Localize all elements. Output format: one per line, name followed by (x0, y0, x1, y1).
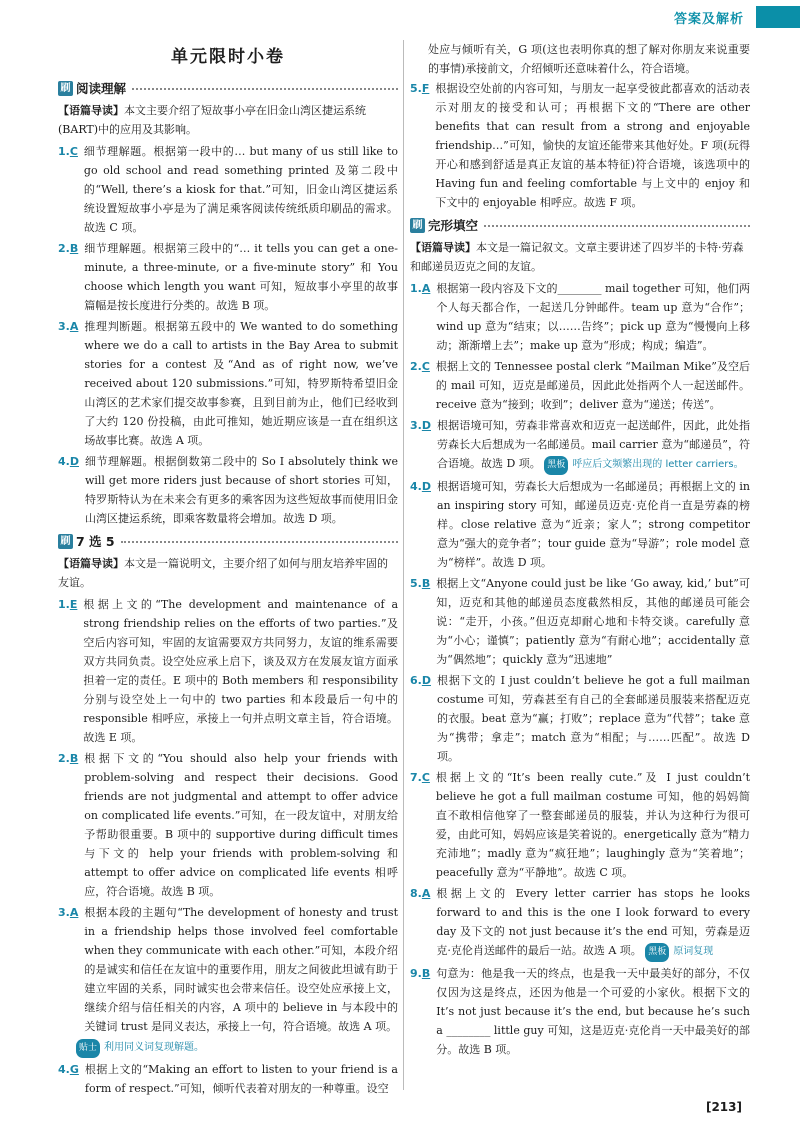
question-number: 4.D (410, 480, 431, 493)
question-number: 1.E (58, 598, 78, 611)
question-number: 3.A (58, 906, 79, 919)
explanation: 根据上文的“Making an effort to listen to your friend is a form of respect.”可知，倾听代表着对朋友的一种尊重。设空 (84, 1063, 398, 1095)
explanation: 细节理解题。根据第一段中的… but many of us still like to go old school and read something printed 及第二段中的“Well, there’s a kiosk for that.”可知，旧金山湾区捷运系统设置短故事小亭是为了满足乘客阅读传统纸质印刷品的需求。故选 C 项。 (83, 145, 398, 234)
answer-letter: D (421, 419, 431, 432)
brush-icon: 刷 (58, 534, 73, 549)
answer-letter: G (69, 1063, 79, 1076)
question-number: 3.A (58, 320, 79, 333)
answer-item (410, 964, 750, 1059)
reading-guide (58, 101, 398, 139)
tip-badge: 黑板 (544, 456, 568, 475)
answer-item (410, 671, 750, 766)
answer-item (410, 79, 750, 212)
header-accent-bar (756, 6, 800, 28)
answer-item (58, 452, 398, 528)
section-reading-header (58, 79, 398, 98)
explanation: 根据上文的 Every letter carrier has stops he looks forward to and this is the one I look forward to every day 及下文的 not just because it’s the end 可知，劳森是迈克·克伦肖送邮件的最后一站。故选 A 项。 黑板 原词复现 (436, 884, 750, 962)
answer-item (410, 884, 750, 962)
dotted-rule (121, 541, 398, 543)
answer-item (410, 279, 750, 355)
answer-letter: D (421, 674, 431, 687)
answer-letter: F (421, 82, 430, 95)
tip-text: 呼应后文频繁出现的 letter carriers。 (572, 459, 744, 470)
explanation: 根据本段的主题句“The development of honesty and trust in a friendship helps those involved feel comfortable when they communicate with each other.”可知，本段介绍的是诚实和信任在友谊中的重要作用，朋友之间彼此坦诚有助于建立牢固的关系，同时诚实也会带来信任。设空处应承接上文，继续介绍与信任相关的内容，A 项中的 believe in 与本段中的关键词 trust 是同义表达，承接上一句，符合语境。故选 A 项。 (84, 906, 398, 1033)
brush-icon: 刷 (58, 81, 73, 96)
header-title: 答案及解析 (673, 12, 744, 27)
question-number: 2.B (58, 242, 79, 255)
answer-item (410, 574, 750, 669)
guide-text: 本文是一篇记叙文。文章主要讲述了四岁半的卡特·劳森和邮递员迈克之间的友谊。 (410, 241, 744, 273)
answer-letter: A (421, 887, 431, 900)
answer-letter: B (69, 242, 79, 255)
explanation: 根据设空处前的内容可知，与朋友一起享受彼此都喜欢的活动表示对朋友的接受和认可；再根据下文的“There are other benefits that can result from a strong and enjoyable friendship…”可知，愉快的友谊还能带来其他好处。F 项(玩得开心和感到舒适是真正友谊的基本特征)符合语境，该选项中的 Having fun and feeling comfortable 与上文中的 enjoy 和下文中的 enjoyable 相呼应。故选 F 项。 (435, 82, 750, 209)
explanation: 根据下文的 I just couldn’t believe he got a full mailman costume 可知，劳森甚至有自己的全套邮递员服装来搭配迈克的衣服。beat 意为“赢；打败”；replace 意为“代替”；take 意为“携带；拿走”；match 意为“相配；与……匹配”。故选 D 项。 (436, 674, 750, 763)
brush-icon: 刷 (410, 218, 425, 233)
tip-badge: 贴士 (76, 1039, 100, 1058)
continued-text: 处应与倾听有关，G 项(这也表明你真的想了解对你朋友来说重要的事情)承接前文，介绍倾听还意味着什么，符合语境。 (428, 43, 750, 75)
tip-badge: 黑板 (645, 943, 669, 962)
page-header (0, 0, 800, 30)
question-number: 9.B (410, 967, 431, 980)
explanation: 细节理解题。根据倒数第二段中的 So I absolutely think we will get more riders just because of short stories 可知，特罗斯特认为在未来会有更多的乘客因为这些短故事而使用旧金山湾区捷运系统，即乘客数量将会增加。故选 D 项。 (84, 455, 398, 525)
section-title: 阅读理解 (76, 81, 127, 96)
answer-item (58, 239, 398, 315)
seven-five-guide (58, 554, 398, 592)
answer-letter: C (421, 771, 430, 784)
left-column (58, 40, 398, 1100)
question-number: 5.B (410, 577, 431, 590)
explanation: 推理判断题。根据第五段中的 We wanted to do something where we do a call to artists in the Bay Area to submit stories for a contest 及“And as of right now, we’ve received about 120 submissions.”可知，特罗斯特希望旧金山湾区的艺术家们提交故事参赛，且到目前为止，他们已经收到了大约 120 份投稿，由此可推知，她近期应该是一直在组织这场故事比赛。故选 A 项。 (84, 320, 398, 447)
answer-letter: C (69, 145, 78, 158)
guide-label: 【语篇导读】 (58, 104, 124, 117)
cloze-guide (410, 238, 750, 276)
tip-note (645, 946, 713, 957)
question-number: 2.C (410, 360, 430, 373)
question-number: 4.G (58, 1063, 79, 1076)
explanation: 根据上文的“It’s been really cute.”及 I just couldn’t believe he got a full mailman costume 可知，他的妈妈简直不敢相信他穿了一整套邮递员的服装，并认为这种行为很可爱，由此可知，妈妈应该是笑着说的。energetically 意为“精力充沛地”；madly 意为“疯狂地”；laughingly 意为“笑着地”；peacefully 意为“平静地”。故选 C 项。 (435, 771, 750, 879)
answer-letter: A (69, 906, 79, 919)
answer-item (58, 903, 398, 1036)
answer-letter: A (421, 282, 431, 295)
answer-letter: B (421, 967, 431, 980)
dotted-rule (484, 225, 750, 227)
explanation: 根据第一段内容及下文的________ mail together 可知，他们两个人每天都合作，一起送几分钟邮件。team up 意为“合作”；wind up 意为“结束；以……告终”；pick up 意为“慢慢向上移动；渐渐增上去”；make up 意为“形成；构成；编造”。 (436, 282, 750, 352)
answer-item (410, 357, 750, 414)
guide-label: 【语篇导读】 (58, 557, 124, 570)
answer-item (58, 317, 398, 450)
answer-letter: D (69, 455, 79, 468)
answer-letter: B (69, 752, 79, 765)
answer-item (58, 142, 398, 237)
answer-letter: E (69, 598, 78, 611)
answer-letter: C (421, 360, 430, 373)
explanation: 根据语境可知，劳森长大后想成为一名邮递员；再根据上文的 in an inspiring story 可知，邮递员迈克·克伦肖一直是劳森的榜样。close relative 意为“近亲；家人”；strong competitor 意为“强大的竞争者”；tour guide 意为“导游”；role model 意为“榜样”。故选 D 项。 (436, 480, 750, 569)
question-number: 1.A (410, 282, 431, 295)
explanation: 根据下文的“You should also help your friends with problem-solving and respect their decisions. Good friends are not judgmental and attempt to offer advice on complicated life events.”可知，在一段友谊中，对朋友给予帮助很重要。B 项中的 supportive during difficult times 与下文的 help your friends with problem-solving 和 attempt to offer advice on complicated life events 相呼应，符合语境。故选 B 项。 (84, 752, 398, 898)
guide-text: 本文主要介绍了短故事小亭在旧金山湾区捷运系统(BART)中的应用及其影响。 (58, 104, 366, 136)
answer-letter: A (69, 320, 79, 333)
tip-text: 原词复现 (673, 946, 714, 957)
answer-item (410, 768, 750, 882)
question-number: 2.B (58, 752, 79, 765)
guide-text: 本文是一篇说明文，主要介绍了如何与朋友培养牢固的友谊。 (58, 557, 388, 589)
section-title: 7 选 5 (76, 534, 115, 549)
explanation: 根据上文的 Tennessee postal clerk “Mailman Mike”及空后的 mail 可知，迈克是邮递员，因此此处指两个人一起送邮件。receive 意为“接到；收到”；deliver 意为“递送；传送”。 (435, 360, 750, 411)
tip-text: 利用同义词复现解题。 (104, 1042, 205, 1053)
tip-note (544, 459, 743, 470)
explanation: 根据上文“Anyone could just be like ‘Go away, kid,’ but”可知，迈克和其他的邮递员态度截然相反，其他的邮递员可能会说：“走开，小孩。”但迈克却耐心地和卡特交谈。carefully 意为“小心；谨慎”；patiently 意为“有耐心地”；accidentally 意为“偶然地”；quickly 意为“迅速地” (436, 577, 750, 666)
explanation: 句意为：他是我一天的终点，也是我一天中最美好的部分，不仅仅因为这是终点，还因为他是一个可爱的小家伙。根据下文的 It’s not just because it’s the end, but because he’s such a ________ little guy 可知，这是迈克·克伦肖一天中最美好的部分。故选 B 项。 (436, 967, 750, 1056)
answer-letter: B (421, 577, 431, 590)
question-number: 3.D (410, 419, 431, 432)
question-number: 1.C (58, 145, 78, 158)
answer-item (58, 595, 398, 747)
dotted-rule (132, 88, 398, 90)
answer-letter: D (421, 480, 431, 493)
answer-item (410, 416, 750, 475)
answer-item (410, 477, 750, 572)
page-number: [213] (705, 1100, 742, 1114)
right-column (410, 40, 750, 1061)
answer-item (58, 749, 398, 901)
section-title: 完形填空 (428, 218, 479, 233)
guide-label: 【语篇导读】 (410, 241, 476, 254)
column-divider (403, 40, 404, 1090)
question-number: 5.F (410, 82, 430, 95)
section-cloze-header (410, 216, 750, 235)
explanation: 根据语境可知，劳森非常喜欢和迈克一起送邮件，因此，此处指劳森长大后想成为一名邮递员。mail carrier 意为“邮递员”，符合语境。故选 D 项。 黑板 呼应后文频繁出现的 letter carriers。 (437, 416, 750, 475)
answer-item (58, 1060, 398, 1098)
question-number: 4.D (58, 455, 79, 468)
question-number: 6.D (410, 674, 431, 687)
question-number: 8.A (410, 887, 431, 900)
explanation: 细节理解题。根据第三段中的“… it tells you can get a one-minute, a three-minute, or a five-minute story” 和 You choose which length you want 可知，短故事小亭里的故事篇幅是按长度进行分类的。故选 B 项。 (84, 242, 398, 312)
question-number: 7.C (410, 771, 430, 784)
explanation: 根据上文的“The development and maintenance of a strong friendship relies on the efforts of two parties.”及空后内容可知，牢固的友谊需要双方共同努力，友谊的维系需要双方共同负责。设空处应承上启下，谈及双方在发展友谊方面承担着一定的责任。E 项中的 Both members 和 responsibility 分别与设空处上一句中的 two parties 和本段最后一句中的 responsible 相呼应，承接上一句并点明文章主旨，符合语境。故选 E 项。 (83, 598, 398, 744)
unit-title: 单元限时小卷 (171, 47, 285, 67)
section-seven-five-header (58, 532, 398, 551)
tip-note (76, 1038, 398, 1058)
